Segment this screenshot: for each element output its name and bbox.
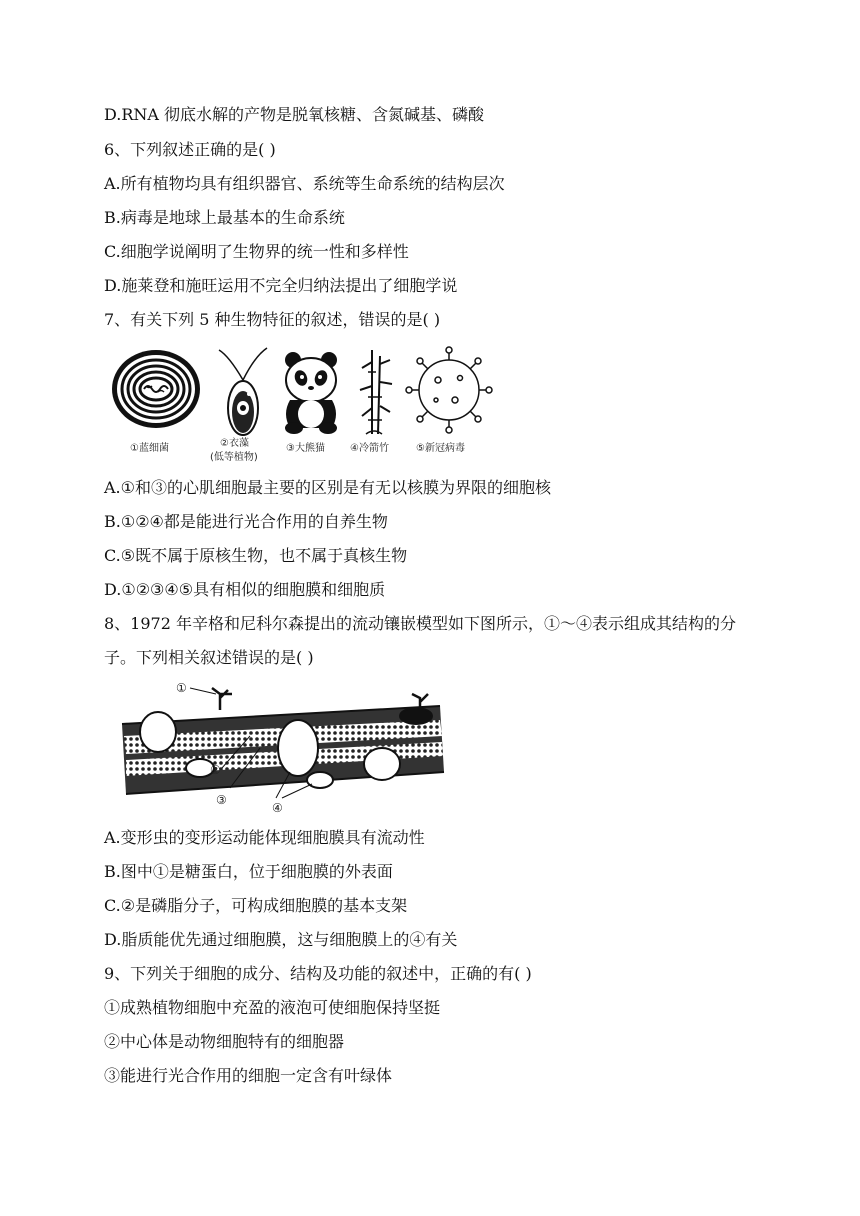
label-chlamydomonas: ②衣藻: [220, 438, 249, 449]
question-7: 7、有关下列 5 种生物特征的叙述，错误的是( ): [104, 310, 441, 329]
bamboo-drawing: [360, 350, 392, 434]
label-coronavirus: ⑤新冠病毒: [416, 443, 465, 454]
label-bilayer: ③: [216, 793, 227, 807]
question-9: 9、下列关于细胞的成分、结构及功能的叙述中，正确的有( ): [104, 964, 532, 983]
label-cyanobacteria: ①蓝细菌: [130, 443, 169, 454]
fluid-mosaic-figure: [110, 676, 455, 816]
glycoprotein-chains: [212, 688, 428, 710]
q8-option-b: B.图中①是糖蛋白，位于细胞膜的外表面: [104, 862, 393, 881]
q6-option-b: B.病毒是地球上最基本的生命系统: [104, 208, 345, 227]
label-phospholipid: ②: [210, 763, 221, 777]
chlamydomonas-drawing: [219, 348, 267, 435]
q9-statement-2: ②中心体是动物细胞特有的细胞器: [104, 1032, 345, 1051]
q7-option-b: B.①②④都是能进行光合作用的自养生物: [104, 512, 388, 531]
q9-statement-1: ①成熟植物细胞中充盈的液泡可使细胞保持坚挺: [104, 998, 441, 1017]
q8-option-a: A.变形虫的变形运动能体现细胞膜具有流动性: [104, 828, 425, 847]
organisms-figure: [110, 342, 500, 466]
q7-option-a: A.①和③的心肌细胞最主要的区别是有无以核膜为界限的细胞核: [104, 478, 551, 497]
panda-drawing: [285, 352, 337, 434]
q8-option-d: D.脂质能优先通过细胞膜，这与细胞膜上的④有关: [104, 930, 458, 949]
q6-option-c: C.细胞学说阐明了生物界的统一性和多样性: [104, 242, 409, 261]
label-protein: ④: [272, 801, 283, 815]
q6-option-d: D.施莱登和施旺运用不完全归纳法提出了细胞学说: [104, 276, 458, 295]
cyanobacteria-drawing: [112, 350, 200, 428]
label-lower-plant: (低等植物): [210, 452, 258, 463]
q5-option-d: D.RNA 彻底水解的产物是脱氧核糖、含氮碱基、磷酸: [104, 105, 485, 124]
q9-statement-3: ③能进行光合作用的细胞一定含有叶绿体: [104, 1066, 393, 1085]
label-bamboo: ④冷箭竹: [350, 443, 389, 454]
coronavirus-drawing: [406, 347, 492, 433]
q7-option-d: D.①②③④⑤具有相似的细胞膜和细胞质: [104, 580, 386, 599]
question-6: 6、下列叙述正确的是( ): [104, 140, 276, 159]
question-8-line-2: 子。下列相关叙述错误的是( ): [104, 648, 314, 667]
label-panda: ③大熊猫: [286, 443, 325, 454]
q8-option-c: C.②是磷脂分子，可构成细胞膜的基本支架: [104, 896, 408, 915]
label-glycoprotein: ①: [176, 681, 187, 695]
q6-option-a: A.所有植物均具有组织器官、系统等生命系统的结构层次: [104, 174, 505, 193]
q7-option-c: C.⑤既不属于原核生物，也不属于真核生物: [104, 546, 408, 565]
question-8-line-1: 8、1972 年辛格和尼科尔森提出的流动镶嵌模型如下图所示，①～④表示组成其结构的分: [104, 614, 736, 633]
